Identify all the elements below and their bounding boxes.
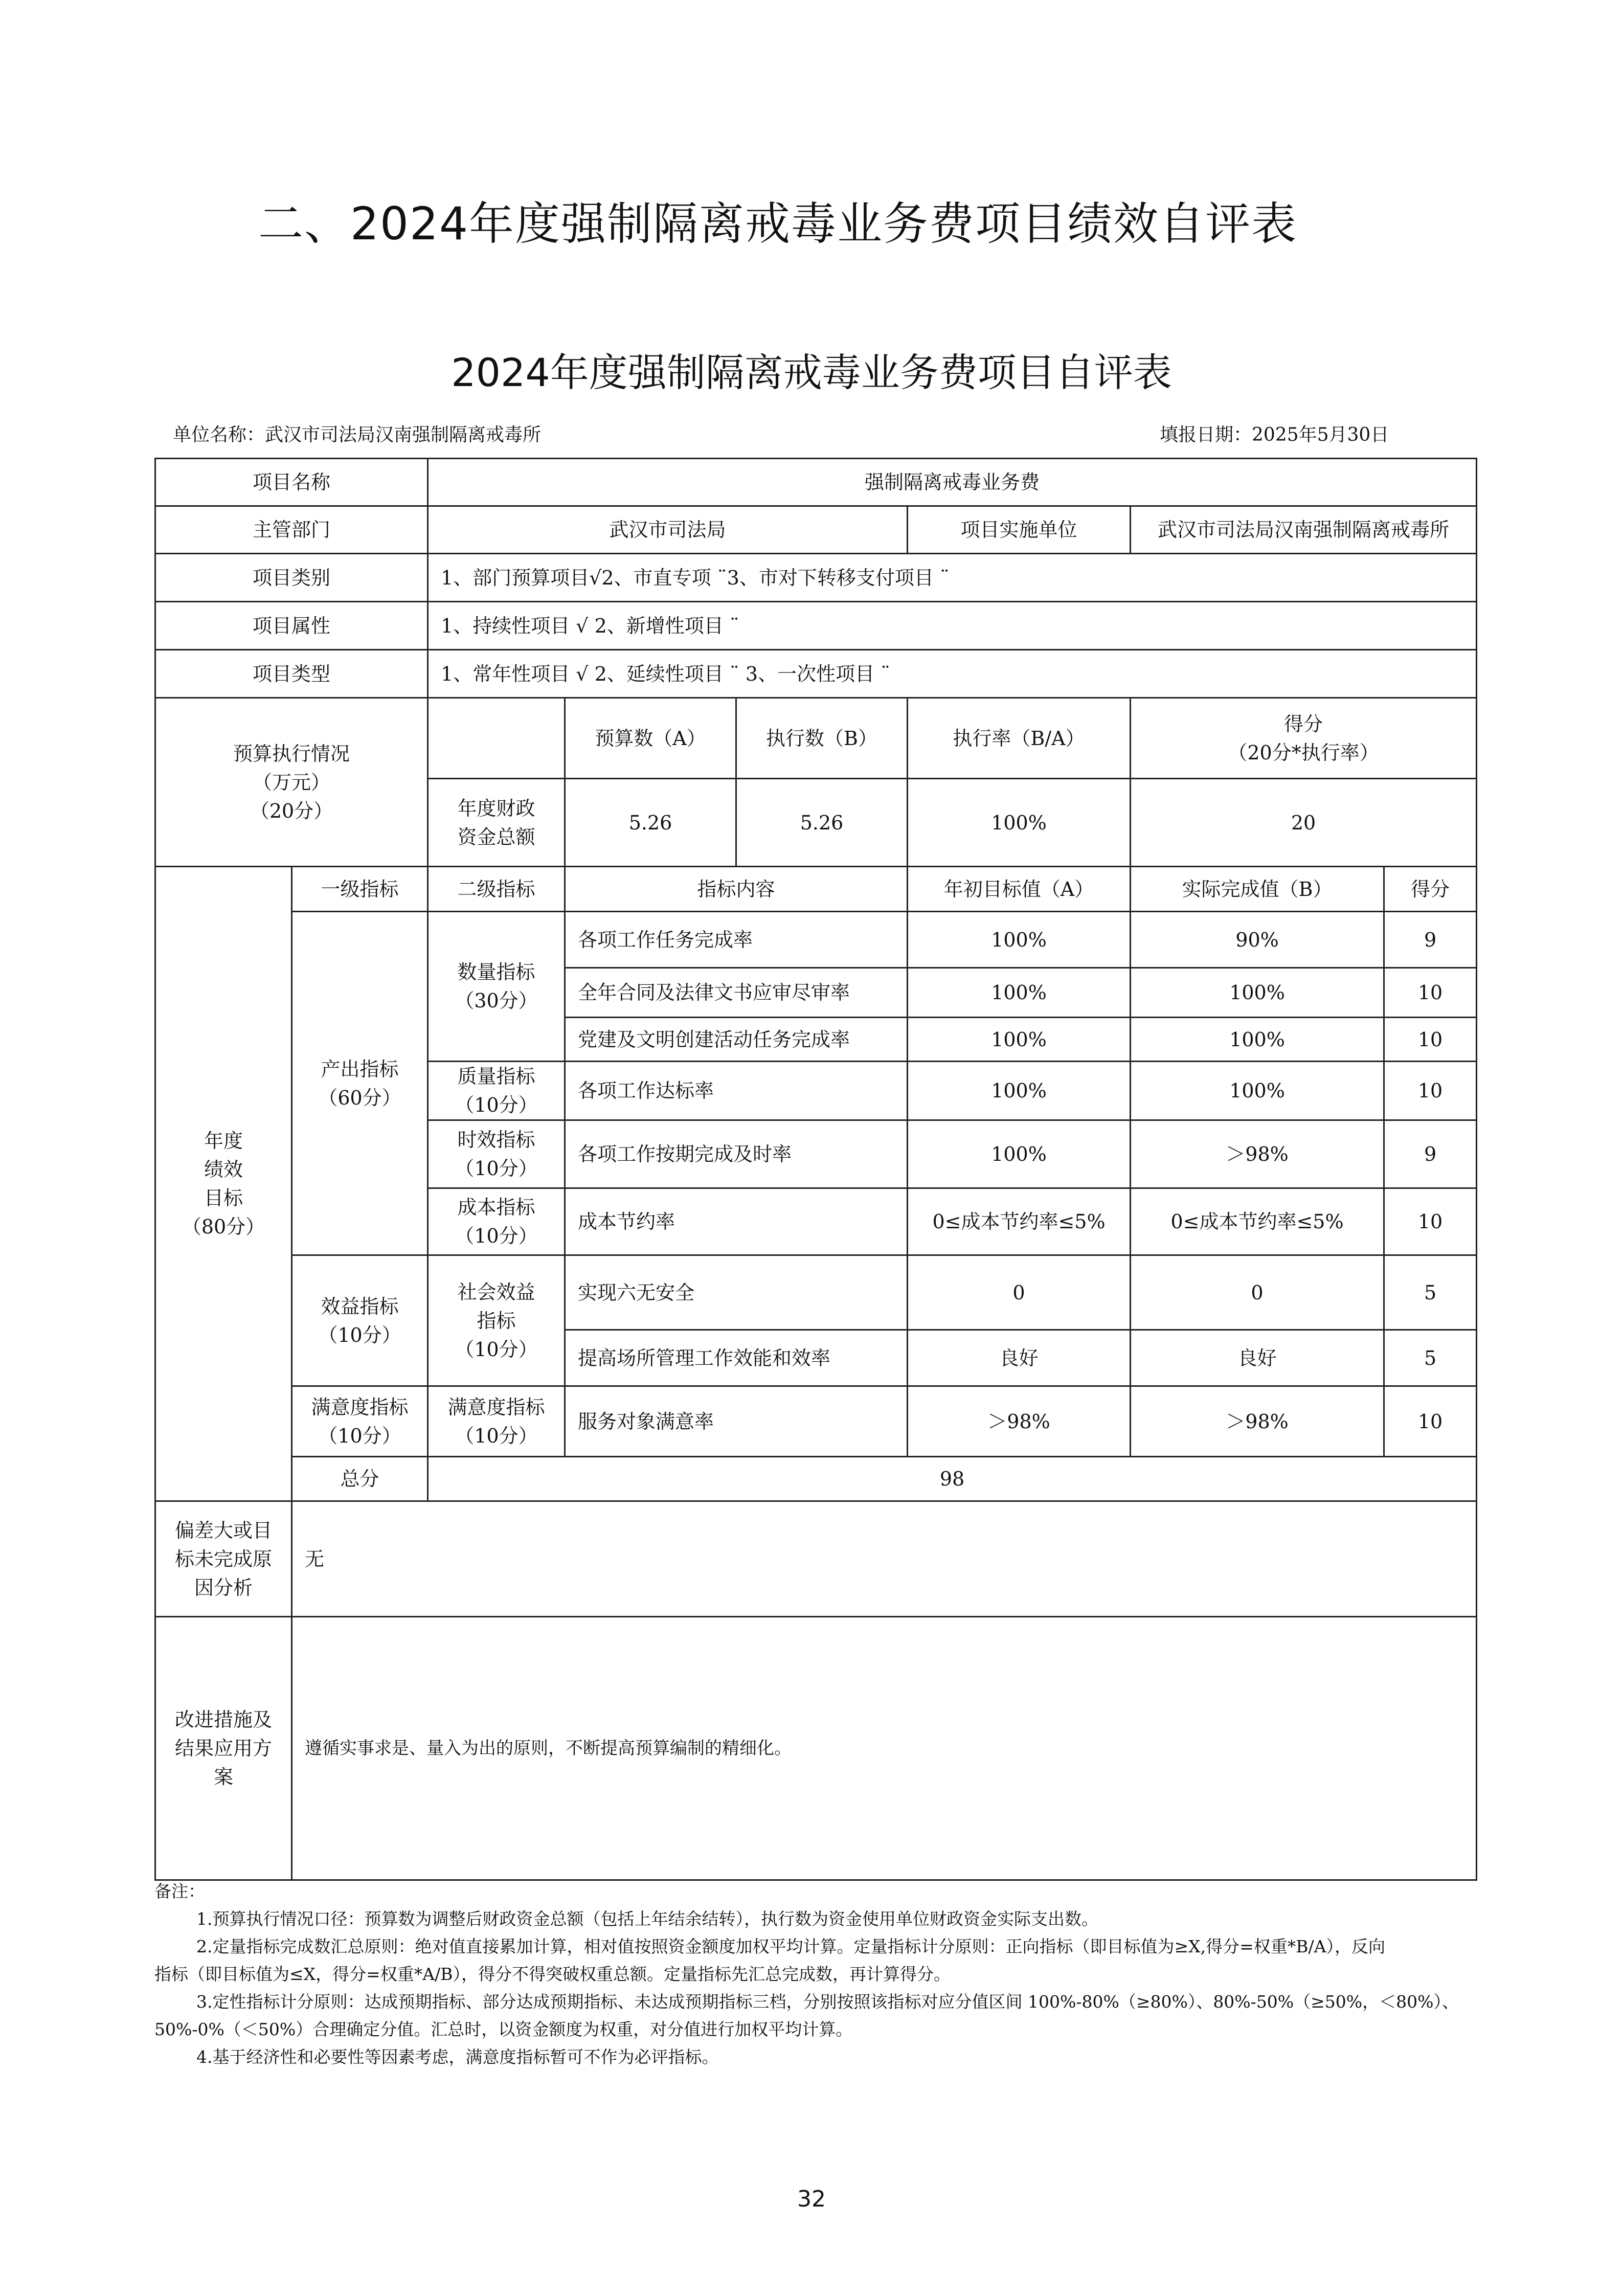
satisfaction-indicator-line: （10分） bbox=[318, 1424, 401, 1447]
indicator-score: 10 bbox=[1384, 968, 1477, 1018]
deviation-label-line: 标未完成原 bbox=[174, 1547, 272, 1570]
deviation-label-line: 因分析 bbox=[194, 1576, 253, 1599]
indicator-score: 10 bbox=[1384, 1018, 1477, 1062]
table-title: 2024年度强制隔离戒毒业务费项目自评表 bbox=[451, 350, 1172, 395]
indicator-target: 100% bbox=[908, 1062, 1131, 1120]
col-score-line: 得分 bbox=[1284, 712, 1323, 735]
quantity-indicator-label bbox=[428, 912, 565, 1062]
indicator-target: 0 bbox=[908, 1255, 1131, 1330]
indicator-score: 10 bbox=[1384, 1188, 1477, 1255]
annual-goals-line: （80分） bbox=[182, 1215, 265, 1238]
fund-total-label bbox=[428, 779, 565, 867]
header-target: 年初目标值（A） bbox=[908, 867, 1131, 912]
indicator-target: 0≤成本节约率≤5% bbox=[908, 1188, 1131, 1255]
indicator-content: 成本节约率 bbox=[565, 1188, 908, 1255]
indicator-actual: 良好 bbox=[1131, 1330, 1384, 1386]
indicator-content: 实现六无安全 bbox=[565, 1255, 908, 1330]
social-benefit-label bbox=[428, 1255, 565, 1386]
indicator-content: 服务对象满意率 bbox=[565, 1386, 908, 1457]
notes-section bbox=[154, 1878, 1476, 2071]
improvement-label-line: 案 bbox=[213, 1766, 233, 1788]
note-line: 1.预算执行情况口径：预算数为调整后财政资金总额（包括上年结余结转），执行数为资金使用单位财政资金实际支出数。 bbox=[196, 1909, 1098, 1929]
deviation-value: 无 bbox=[292, 1501, 1477, 1617]
type-label: 项目类型 bbox=[155, 650, 428, 698]
budget-value: 5.26 bbox=[565, 779, 736, 867]
col-rate: 执行率（B/A） bbox=[908, 698, 1131, 779]
annual-goals-label bbox=[155, 867, 292, 1501]
indicator-target: 100% bbox=[908, 968, 1131, 1018]
satisfaction-sub-line: （10分） bbox=[455, 1424, 538, 1447]
quality-indicator-line: （10分） bbox=[455, 1094, 538, 1116]
output-indicator-label bbox=[292, 912, 428, 1255]
indicator-actual: ＞98% bbox=[1131, 1120, 1384, 1188]
dept-value: 武汉市司法局 bbox=[428, 506, 908, 554]
quantity-indicator-line: 数量指标 bbox=[457, 961, 535, 983]
indicator-target: 100% bbox=[908, 912, 1131, 968]
benefit-indicator-line: 效益指标 bbox=[321, 1295, 399, 1318]
annual-goals-line: 目标 bbox=[204, 1187, 243, 1209]
header-actual: 实际完成值（B） bbox=[1131, 867, 1384, 912]
header-content: 指标内容 bbox=[565, 867, 908, 912]
project-name-label: 项目名称 bbox=[155, 459, 428, 506]
budget-label-line: （20分） bbox=[250, 799, 333, 822]
header-level1: 一级指标 bbox=[292, 867, 428, 912]
improvement-label-line: 改进措施及 bbox=[174, 1708, 272, 1731]
category-label: 项目类别 bbox=[155, 554, 428, 602]
col-exec: 执行数（B） bbox=[736, 698, 908, 779]
timeliness-indicator-label bbox=[428, 1120, 565, 1188]
budget-blank-cell bbox=[428, 698, 565, 779]
col-score-line: （20分*执行率） bbox=[1228, 741, 1379, 764]
type-value: 1、常年性项目 √ 2、延续性项目 ¨ 3、一次性项目 ¨ bbox=[428, 650, 1477, 698]
dept-label: 主管部门 bbox=[155, 506, 428, 554]
indicator-content: 全年合同及法律文书应审尽审率 bbox=[565, 968, 908, 1018]
indicator-content: 各项工作任务完成率 bbox=[565, 912, 908, 968]
indicator-score: 5 bbox=[1384, 1330, 1477, 1386]
benefit-indicator-line: （10分） bbox=[318, 1323, 401, 1346]
satisfaction-sub-line: 满意度指标 bbox=[447, 1395, 545, 1419]
exec-value: 5.26 bbox=[736, 779, 908, 867]
output-indicator-line: （60分） bbox=[318, 1086, 401, 1109]
col-score bbox=[1131, 698, 1477, 779]
fund-total-line: 年度财政 bbox=[457, 797, 535, 820]
annual-goals-line: 年度 bbox=[204, 1130, 243, 1152]
note-line: 50%-0%（＜50%）合理确定分值。汇总时，以资金额度为权重，对分值进行加权平均计算。 bbox=[154, 2019, 853, 2039]
fund-total-line: 资金总额 bbox=[457, 825, 535, 848]
indicator-actual: 90% bbox=[1131, 912, 1384, 968]
improvement-label bbox=[155, 1617, 292, 1880]
indicator-actual: 0≤成本节约率≤5% bbox=[1131, 1188, 1384, 1255]
impl-unit-value: 武汉市司法局汉南强制隔离戒毒所 bbox=[1131, 506, 1477, 554]
project-name-value: 强制隔离戒毒业务费 bbox=[428, 459, 1477, 506]
budget-label-line: 预算执行情况 bbox=[233, 742, 350, 765]
indicator-target: 100% bbox=[908, 1018, 1131, 1062]
indicator-actual: ＞98% bbox=[1131, 1386, 1384, 1457]
budget-label bbox=[155, 698, 428, 867]
deviation-label-line: 偏差大或目 bbox=[174, 1519, 272, 1542]
social-benefit-line: （10分） bbox=[455, 1338, 538, 1361]
indicator-content: 党建及文明创建活动任务完成率 bbox=[565, 1018, 908, 1062]
total-value: 98 bbox=[428, 1457, 1477, 1501]
indicator-score: 10 bbox=[1384, 1386, 1477, 1457]
quality-indicator-line: 质量指标 bbox=[457, 1065, 535, 1088]
category-value: 1、部门预算项目√2、市直专项 ¨3、市对下转移支付项目 ¨ bbox=[428, 554, 1477, 602]
indicator-actual: 0 bbox=[1131, 1255, 1384, 1330]
header-level2: 二级指标 bbox=[428, 867, 565, 912]
satisfaction-indicator-line: 满意度指标 bbox=[311, 1395, 409, 1419]
indicator-content: 各项工作按期完成及时率 bbox=[565, 1120, 908, 1188]
note-line: 2.定量指标完成数汇总原则：绝对值直接累加计算，相对值按照资金额度加权平均计算。定量指标计分原则：正向指标（即目标值为≥X,得分=权重*B/A），反向 bbox=[196, 1937, 1385, 1956]
total-label: 总分 bbox=[292, 1457, 428, 1501]
section-heading: 二、2024年度强制隔离戒毒业务费项目绩效自评表 bbox=[258, 197, 1297, 250]
note-line: 4.基于经济性和必要性等因素考虑，满意度指标暂可不作为必评指标。 bbox=[196, 2047, 719, 2067]
attr-label: 项目属性 bbox=[155, 602, 428, 650]
attr-value: 1、持续性项目 √ 2、新增性项目 ¨ bbox=[428, 602, 1477, 650]
indicator-score: 9 bbox=[1384, 1120, 1477, 1188]
indicator-score: 5 bbox=[1384, 1255, 1477, 1330]
improvement-value: 遵循实事求是、量入为出的原则，不断提高预算编制的精细化。 bbox=[292, 1617, 1477, 1880]
quality-indicator-label bbox=[428, 1062, 565, 1120]
budget-score-value: 20 bbox=[1131, 779, 1477, 867]
indicator-target: ＞98% bbox=[908, 1386, 1131, 1457]
indicator-score: 9 bbox=[1384, 912, 1477, 968]
indicator-actual: 100% bbox=[1131, 1018, 1384, 1062]
self-evaluation-table bbox=[154, 458, 1477, 1881]
timeliness-indicator-line: 时效指标 bbox=[457, 1129, 535, 1151]
deviation-label bbox=[155, 1501, 292, 1617]
quantity-indicator-line: （30分） bbox=[455, 989, 538, 1012]
indicator-actual: 100% bbox=[1131, 968, 1384, 1018]
page-number: 32 bbox=[797, 2186, 826, 2212]
indicator-actual: 100% bbox=[1131, 1062, 1384, 1120]
indicator-target: 100% bbox=[908, 1120, 1131, 1188]
col-budget: 预算数（A） bbox=[565, 698, 736, 779]
cost-indicator-line: 成本指标 bbox=[457, 1196, 535, 1219]
improvement-label-line: 结果应用方 bbox=[174, 1737, 272, 1760]
indicator-target: 良好 bbox=[908, 1330, 1131, 1386]
indicator-content: 各项工作达标率 bbox=[565, 1062, 908, 1120]
note-line: 3.定性指标计分原则：达成预期指标、部分达成预期指标、未达成预期指标三档，分别按照该指标对应分值区间 100%-80%（≥80%）、80%-50%（≥50%，＜80%）、 bbox=[196, 1992, 1459, 2012]
impl-unit-label: 项目实施单位 bbox=[908, 506, 1131, 554]
social-benefit-line: 社会效益 bbox=[457, 1280, 535, 1303]
indicator-score: 10 bbox=[1384, 1062, 1477, 1120]
unit-name: 单位名称：武汉市司法局汉南强制隔离戒毒所 bbox=[173, 424, 542, 445]
cost-indicator-label bbox=[428, 1188, 565, 1255]
note-line: 指标（即目标值为≤X，得分=权重*A/B），得分不得突破权重总额。定量指标先汇总完成数，再计算得分。 bbox=[154, 1964, 951, 1984]
timeliness-indicator-line: （10分） bbox=[455, 1157, 538, 1180]
benefit-indicator-label bbox=[292, 1255, 428, 1386]
annual-goals-line: 绩效 bbox=[204, 1158, 243, 1181]
satisfaction-indicator-label bbox=[292, 1386, 428, 1457]
social-benefit-line: 指标 bbox=[477, 1309, 516, 1332]
indicator-content: 提高场所管理工作效能和效率 bbox=[565, 1330, 908, 1386]
notes-title: 备注： bbox=[154, 1881, 205, 1901]
output-indicator-line: 产出指标 bbox=[321, 1057, 399, 1081]
cost-indicator-line: （10分） bbox=[455, 1225, 538, 1247]
budget-label-line: （万元） bbox=[253, 771, 331, 794]
header-score: 得分 bbox=[1384, 867, 1477, 912]
fill-date: 填报日期：2025年5月30日 bbox=[1160, 424, 1389, 445]
satisfaction-sub-label bbox=[428, 1386, 565, 1457]
rate-value: 100% bbox=[908, 779, 1131, 867]
